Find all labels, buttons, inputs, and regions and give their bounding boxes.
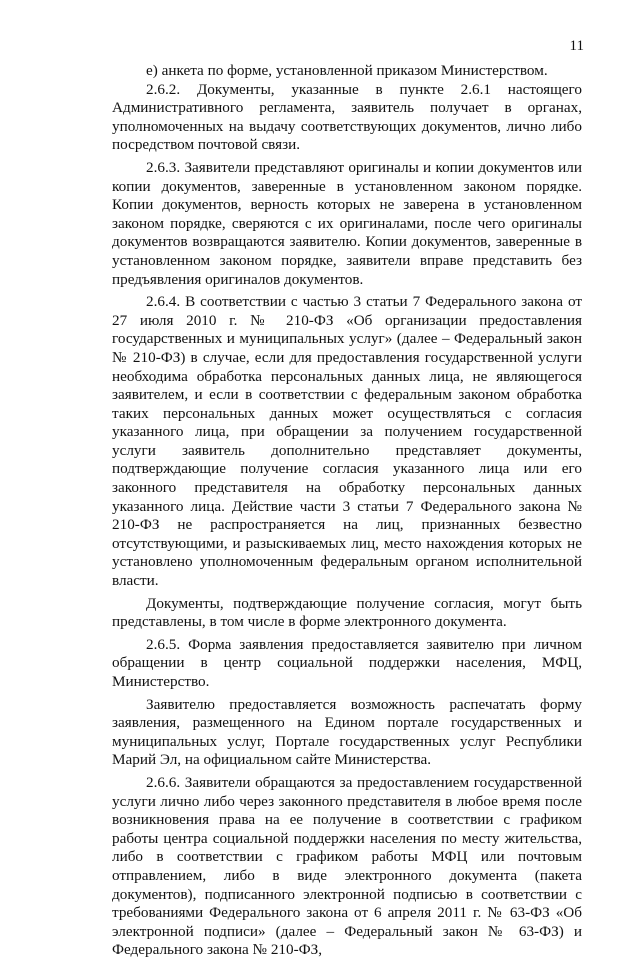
paragraph-2-6-4: 2.6.4. В соответствии с частью 3 статьи 7 Федерального закона от 27 июля 2010 г. № 210-ФЗ «Об организации предоставления государственных и муниципальных услуг» (далее – Федеральный закон № 210-ФЗ) в случае, если для предоставления государственной услуги необходима обработка персональных данных лица, не являющегося заявителем, и если в соответствии с федеральным законом обработка таких персональных данных может осуществляться с согласия указанного лица, при обращении за получением государственной услуги заявитель дополнительно представляет документы, подтверждающие получение согласия указанного лица или его законного представителя на обработку персональных данных указанного лица. Действие части 3 статьи 7 Федерального закона № 210-ФЗ не распространяется на лиц, признанных безвестно отсутствующими, и разыскиваемых лиц, место нахождения которых не установлено уполномоченным федеральным органом исполнительной власти.: [112, 293, 582, 590]
paragraph-2-6-6: 2.6.6. Заявители обращаются за предоставлением государственной услуги лично либо через законного представителя в любое время после возникновения права на ее получение в соответствии с графиком работы центра социальной поддержки населения по месту жительства, либо в соответствии с графиком работы МФЦ или почтовым отправлением, либо в виде электронного документа (пакета документов), подписанного электронной подписью в соответствии с требованиями Федерального закона от 6 апреля 2011 г. № 63-ФЗ «Об электронной подписи» (далее – Федеральный закон № 63-ФЗ) и Федерального закона № 210-ФЗ,: [112, 773, 582, 959]
document-body: [112, 62, 582, 960]
paragraph-item-e: е) анкета по форме, установленной приказом Министерством.: [146, 62, 548, 79]
paragraph-consent-documents: Документы, подтверждающие получение согласия, могут быть представлены, в том числе в форме электронного документа.: [112, 594, 582, 631]
page-number: 11: [569, 38, 584, 54]
paragraph-2-6-2: 2.6.2. Документы, указанные в пункте 2.6.1 настоящего Административного регламента, заявитель получает в органах, уполномоченных на выдачу соответствующих документов, лично либо посредством почтовой связи.: [112, 80, 582, 154]
paragraph-2-6-3: 2.6.3. Заявители представляют оригиналы и копии документов или копии документов, заверенные в установленном законом порядке. Копии документов, верность которых не заверена в установленном законом порядке, сверяются с их оригиналами, после чего оригиналы документов возвращаются заявителю. Копии документов, заверенные в установленном законом порядке, заявители вправе представить без предъявления оригиналов документов.: [112, 158, 582, 288]
paragraph-print-form: Заявителю предоставляется возможность распечатать форму заявления, размещенного на Едином портале государственных и муниципальных услуг, Портале государственных услуг Республики Марий Эл, на официальном сайте Министерства.: [112, 695, 582, 769]
paragraph-2-6-5: 2.6.5. Форма заявления предоставляется заявителю при личном обращении в центр социальной поддержки населения, МФЦ, Министерство.: [112, 635, 582, 690]
